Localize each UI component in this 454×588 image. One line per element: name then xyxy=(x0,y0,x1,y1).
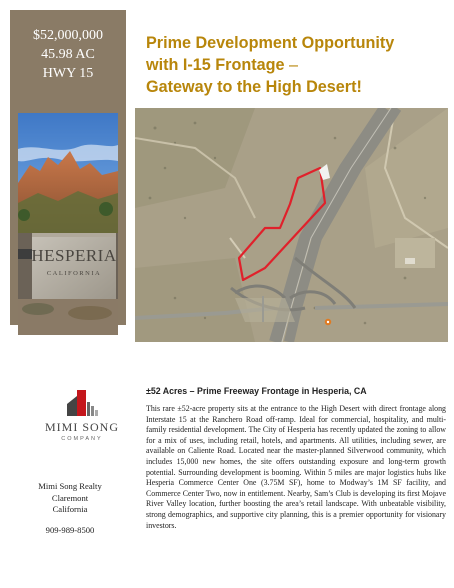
contact-phone: 909-989-8500 xyxy=(45,524,95,535)
acreage: 45.98 AC xyxy=(41,46,95,62)
sign-title: HESPERIA xyxy=(31,246,117,265)
logo-sub: COMPANY xyxy=(61,436,103,442)
mimi-song-logo-icon xyxy=(65,388,99,418)
sidebar-panel xyxy=(10,10,126,325)
contact-city: Claremont xyxy=(51,492,89,503)
headline-line1: Prime Development Opportunity xyxy=(146,34,395,52)
contact-name: Mimi Song Realty xyxy=(38,481,102,491)
hesperia-sign-photo xyxy=(18,113,118,335)
sign-subtitle: CALIFORNIA xyxy=(46,270,102,277)
logo-name: MIMI SONG xyxy=(44,420,119,434)
aerial-site-map xyxy=(135,108,448,342)
company-logo xyxy=(44,388,120,442)
price-summary xyxy=(10,10,126,98)
contact-state: California xyxy=(52,504,88,515)
listing-subhead: ±52 Acres – Prime Freeway Frontage in Hesperia, CA xyxy=(146,386,367,396)
headline-dash: – xyxy=(284,56,299,74)
listing-description: This rare ±52-acre property sits at the entrance to the High Desert with direct frontage along Interstate 15 at the Ranchero Road off-ramp. Ideal for commercial, hospitality, and multi-family residential development. The City of Hesperia has recently updated the zoning to allow for a mix of uses, including retail, hotels, and apartments. All utilities, including sewer, are available on Caliente Road. Located near the master-planned Silverwood community, which includes 15,000 new homes, the site offers outstanding exposure and long-term growth potential. Surrounding development is booming. Within 5 miles are major logistics hubs like Hesperia Commerce Center One (3.75M SF), home to Modway’s 1M SF facility, and Commerce Center Two, now in entitlement. Nearby, Sam’s Club is developing its first Mojave River Valley location, further boosting the area’s retail landscape. With unbeatable visibility, strong demographics, and supportive city planning, this is a premier opportunity for visionary investors. xyxy=(146,404,446,530)
headline xyxy=(146,32,436,98)
headline-line2: with I-15 Frontage xyxy=(146,56,285,74)
price: $52,000,000 xyxy=(33,27,103,43)
poi-marker-icon xyxy=(325,319,331,325)
highway: HWY 15 xyxy=(42,65,94,81)
contact-block xyxy=(14,481,126,536)
headline-line3: Gateway to the High Desert! xyxy=(146,78,362,96)
